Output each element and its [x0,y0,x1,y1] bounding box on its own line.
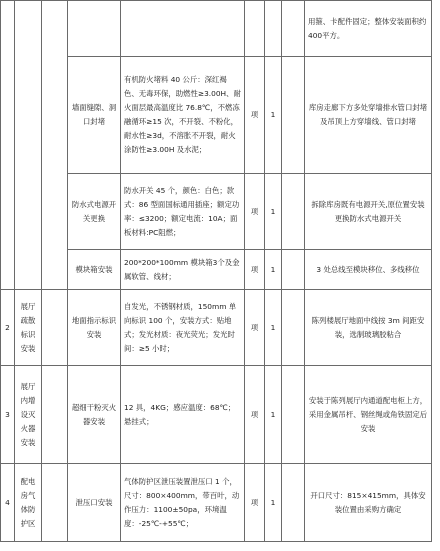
empty-cell [282,464,305,542]
remark-cell: 陈列楼展厅地面中线按 3m 间距安装，选制玻璃胶粘合 [305,290,432,366]
table-row [1,290,432,366]
item-cell: 模块箱安装 [68,250,121,290]
spec-cell: 有机防火堵料 40 公斤：深红褐色、无毒环保，助燃性≥3.00H、耐火面层最高温度比 76.8℃，不燃冻融循环≥15 次，不开裂、不粉化，耐水性≥3d，不溶胀不开裂，耐火涂防性≥3.00H 及水泥； [121,57,245,174]
empty-cell [282,250,305,290]
unit-cell: 项 [245,366,265,464]
spec-cell: 气体防护区泄压装置泄压口 1 个，尺寸：800×400mm，带百叶，动作压力：1100±50pa，环境温度：-25℃-+55℃； [121,464,245,542]
qty-cell: 1 [265,57,282,174]
system-cell [42,1,68,290]
table-row [1,464,432,542]
empty-cell [282,290,305,366]
qty-cell: 1 [265,250,282,290]
unit-cell: 项 [245,250,265,290]
qty-cell: 1 [265,464,282,542]
remark-cell: 库房走廊下方多处穿墙排水管口封堵及吊顶上方穿墙线、管口封堵 [305,57,432,174]
empty-cell [282,57,305,174]
spec-cell: 200*200*100mm 模块箱3个及金属软管、线材； [121,250,245,290]
table-row [1,1,432,57]
spec-cell: 自发光，不锈钢材质，150mm 单向标识 100 个，安装方式：贴地式；发光材质：夜光荧光；发光时间：≥5 小时； [121,290,245,366]
qty-cell [265,1,282,57]
qty-cell: 1 [265,174,282,250]
system-cell [42,290,68,366]
system-cell [42,464,68,542]
item-cell [68,1,121,57]
unit-cell: 项 [245,174,265,250]
qty-cell: 1 [265,366,282,464]
spec-cell: 防水开关 45 个，颜色：白色；款式：86 型面国标通用插座；额定功率：≤3200；额定电流：10A；面板材料:PC阻燃； [121,174,245,250]
unit-cell: 项 [245,464,265,542]
unit-cell: 项 [245,290,265,366]
qty-cell: 1 [265,290,282,366]
spec-cell: 12 具，4KG；感应温度：68℃；悬挂式； [121,366,245,464]
remark-cell: 安装于陈列展厅内通道配电柜上方，采用金属吊杆、钢丝绳或角铁固定后安装 [305,366,432,464]
remark-cell: 3 处总线至模块移位、多线移位 [305,250,432,290]
remark-cell: 用箍、卡配件固定；整体安装面积约400平方。 [305,1,432,57]
location-cell: 展厅内增设灭火器安装 [15,366,42,464]
item-cell: 防水式电源开关更换 [68,174,121,250]
item-cell: 地面指示标识安装 [68,290,121,366]
remark-cell: 拆除库房既有电源开关,原位置安装更换防水式电源开关 [305,174,432,250]
location-cell: 展厅疏散标识安装 [15,290,42,366]
item-cell: 泄压口安装 [68,464,121,542]
empty-cell [282,174,305,250]
index-cell: 2 [1,290,15,366]
table-row [1,366,432,464]
empty-cell [282,1,305,57]
index-cell: 4 [1,464,15,542]
item-cell: 超细干粉灭火器安装 [68,366,121,464]
index-cell [1,1,15,290]
location-cell: 配电房气体防护区 [15,464,42,542]
spec-cell [121,1,245,57]
system-cell [42,366,68,464]
unit-cell: 项 [245,57,265,174]
empty-cell [282,366,305,464]
index-cell: 3 [1,366,15,464]
item-cell: 墙面缝隙、洞口封堵 [68,57,121,174]
location-cell [15,1,42,290]
remark-cell: 开口尺寸：815×415mm，具体安装位置由采购方确定 [305,464,432,542]
unit-cell [245,1,265,57]
